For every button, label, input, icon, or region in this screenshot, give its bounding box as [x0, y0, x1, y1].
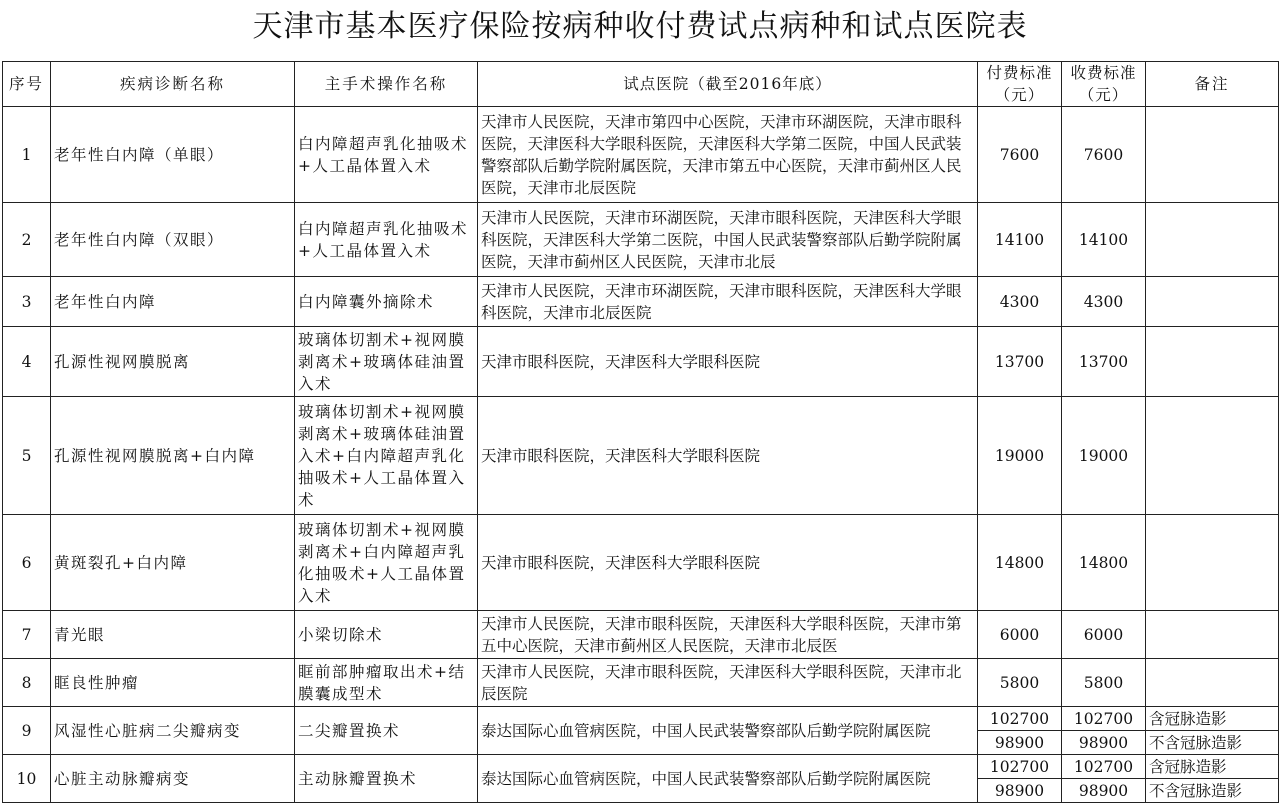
row-operation: 眶前部肿瘤取出术+结膜囊成型术 [295, 659, 478, 707]
header-pay-line2: （元） [994, 86, 1045, 104]
row-operation: 白内障囊外摘除术 [295, 277, 478, 327]
table-row [3, 107, 1279, 203]
table-row [3, 515, 1279, 611]
row-charge-with-angiography: 102700 [1062, 707, 1146, 731]
row-operation: 玻璃体切割术+视网膜剥离术+玻璃体硅油置入术 [295, 327, 478, 397]
row-no: 5 [3, 397, 51, 515]
row-diagnosis: 孔源性视网膜脱离+白内障 [51, 397, 295, 515]
row-diagnosis: 风湿性心脏病二尖瓣病变 [51, 707, 295, 755]
row-pay: 14800 [978, 515, 1062, 611]
row-no: 7 [3, 611, 51, 659]
row-pay: 4300 [978, 277, 1062, 327]
row-charge: 5800 [1062, 659, 1146, 707]
row-pay: 14100 [978, 203, 1062, 277]
row-charge: 13700 [1062, 327, 1146, 397]
pilot-disease-table [2, 61, 1279, 803]
row-charge: 19000 [1062, 397, 1146, 515]
row-remark [1146, 397, 1279, 515]
row-charge: 7600 [1062, 107, 1146, 203]
table-row [3, 659, 1279, 707]
row-hospitals: 天津市眼科医院，天津医科大学眼科医院 [478, 397, 978, 515]
row-pay-with-angiography: 102700 [978, 755, 1062, 779]
row-diagnosis: 孔源性视网膜脱离 [51, 327, 295, 397]
row-remark-with-angiography: 含冠脉造影 [1146, 755, 1279, 779]
row-diagnosis: 老年性白内障（单眼） [51, 107, 295, 203]
row-charge: 6000 [1062, 611, 1146, 659]
row-no: 4 [3, 327, 51, 397]
row-charge: 14100 [1062, 203, 1146, 277]
row-pay: 13700 [978, 327, 1062, 397]
row-charge: 4300 [1062, 277, 1146, 327]
row-pay-without-angiography: 98900 [978, 779, 1062, 803]
row-pay: 6000 [978, 611, 1062, 659]
table-row [3, 707, 1279, 731]
row-operation: 白内障超声乳化抽吸术+人工晶体置入术 [295, 203, 478, 277]
row-charge: 14800 [1062, 515, 1146, 611]
row-remark [1146, 107, 1279, 203]
row-diagnosis: 心脏主动脉瓣病变 [51, 755, 295, 803]
row-charge-without-angiography: 98900 [1062, 779, 1146, 803]
row-hospitals: 泰达国际心血管病医院，中国人民武装警察部队后勤学院附属医院 [478, 755, 978, 803]
row-hospitals: 天津市人民医院，天津市眼科医院，天津医科大学眼科医院，天津市北辰医院 [478, 659, 978, 707]
table-header-row [3, 62, 1279, 107]
row-no: 1 [3, 107, 51, 203]
row-no: 8 [3, 659, 51, 707]
row-no: 9 [3, 707, 51, 755]
row-remark [1146, 203, 1279, 277]
header-diagnosis: 疾病诊断名称 [51, 62, 295, 107]
row-remark [1146, 659, 1279, 707]
row-operation: 玻璃体切割术+视网膜剥离术+白内障超声乳化抽吸术+人工晶体置入术 [295, 515, 478, 611]
row-pay: 19000 [978, 397, 1062, 515]
row-pay-with-angiography: 102700 [978, 707, 1062, 731]
table-row [3, 755, 1279, 779]
table-row [3, 203, 1279, 277]
row-operation: 白内障超声乳化抽吸术+人工晶体置入术 [295, 107, 478, 203]
row-remark [1146, 611, 1279, 659]
header-operation: 主手术操作名称 [295, 62, 478, 107]
table-row [3, 611, 1279, 659]
row-hospitals: 天津市人民医院，天津市第四中心医院，天津市环湖医院，天津市眼科医院，天津医科大学眼科医院，天津医科大学第二医院，中国人民武装警察部队后勤学院附属医院，天津市第五中心医院，天津市蓟州区人民医院，天津市北辰医院 [478, 107, 978, 203]
row-operation: 玻璃体切割术+视网膜剥离术+玻璃体硅油置入术+白内障超声乳化抽吸术+人工晶体置入术 [295, 397, 478, 515]
row-remark [1146, 327, 1279, 397]
row-no: 6 [3, 515, 51, 611]
header-charge-standard [1062, 62, 1146, 107]
row-diagnosis: 黄斑裂孔+白内障 [51, 515, 295, 611]
row-hospitals: 天津市人民医院，天津市眼科医院，天津医科大学眼科医院，天津市第五中心医院，天津市蓟州区人民医院，天津市北辰医 [478, 611, 978, 659]
row-pay-without-angiography: 98900 [978, 731, 1062, 755]
row-no: 3 [3, 277, 51, 327]
row-pay: 5800 [978, 659, 1062, 707]
table-row [3, 277, 1279, 327]
row-charge-with-angiography: 102700 [1062, 755, 1146, 779]
row-diagnosis: 老年性白内障（双眼） [51, 203, 295, 277]
row-pay: 7600 [978, 107, 1062, 203]
row-diagnosis: 青光眼 [51, 611, 295, 659]
header-no: 序号 [3, 62, 51, 107]
table-row [3, 397, 1279, 515]
row-hospitals: 天津市人民医院，天津市环湖医院，天津市眼科医院，天津医科大学眼科医院，天津医科大学第二医院，中国人民武装警察部队后勤学院附属医院，天津市蓟州区人民医院，天津市北辰 [478, 203, 978, 277]
header-hospitals: 试点医院（截至2016年底） [478, 62, 978, 107]
header-pay-standard [978, 62, 1062, 107]
row-hospitals: 泰达国际心血管病医院，中国人民武装警察部队后勤学院附属医院 [478, 707, 978, 755]
row-diagnosis: 老年性白内障 [51, 277, 295, 327]
row-no: 10 [3, 755, 51, 803]
row-operation: 主动脉瓣置换术 [295, 755, 478, 803]
row-remark-without-angiography: 不含冠脉造影 [1146, 731, 1279, 755]
table-row [3, 327, 1279, 397]
row-operation: 小梁切除术 [295, 611, 478, 659]
row-hospitals: 天津市眼科医院，天津医科大学眼科医院 [478, 327, 978, 397]
row-remark-without-angiography: 不含冠脉造影 [1146, 779, 1279, 803]
row-remark [1146, 277, 1279, 327]
document-title: 天津市基本医疗保险按病种收付费试点病种和试点医院表 [252, 9, 1028, 44]
header-charge-line2: （元） [1078, 86, 1129, 104]
row-remark [1146, 515, 1279, 611]
row-diagnosis: 眶良性肿瘤 [51, 659, 295, 707]
row-charge-without-angiography: 98900 [1062, 731, 1146, 755]
header-remark: 备注 [1146, 62, 1279, 107]
header-charge-line1: 收费标准 [1070, 64, 1137, 82]
row-no: 2 [3, 203, 51, 277]
row-operation: 二尖瓣置换术 [295, 707, 478, 755]
row-hospitals: 天津市眼科医院，天津医科大学眼科医院 [478, 515, 978, 611]
row-remark-with-angiography: 含冠脉造影 [1146, 707, 1279, 731]
row-hospitals: 天津市人民医院，天津市环湖医院，天津市眼科医院，天津医科大学眼科医院，天津市北辰医院 [478, 277, 978, 327]
header-pay-line1: 付费标准 [986, 64, 1053, 82]
